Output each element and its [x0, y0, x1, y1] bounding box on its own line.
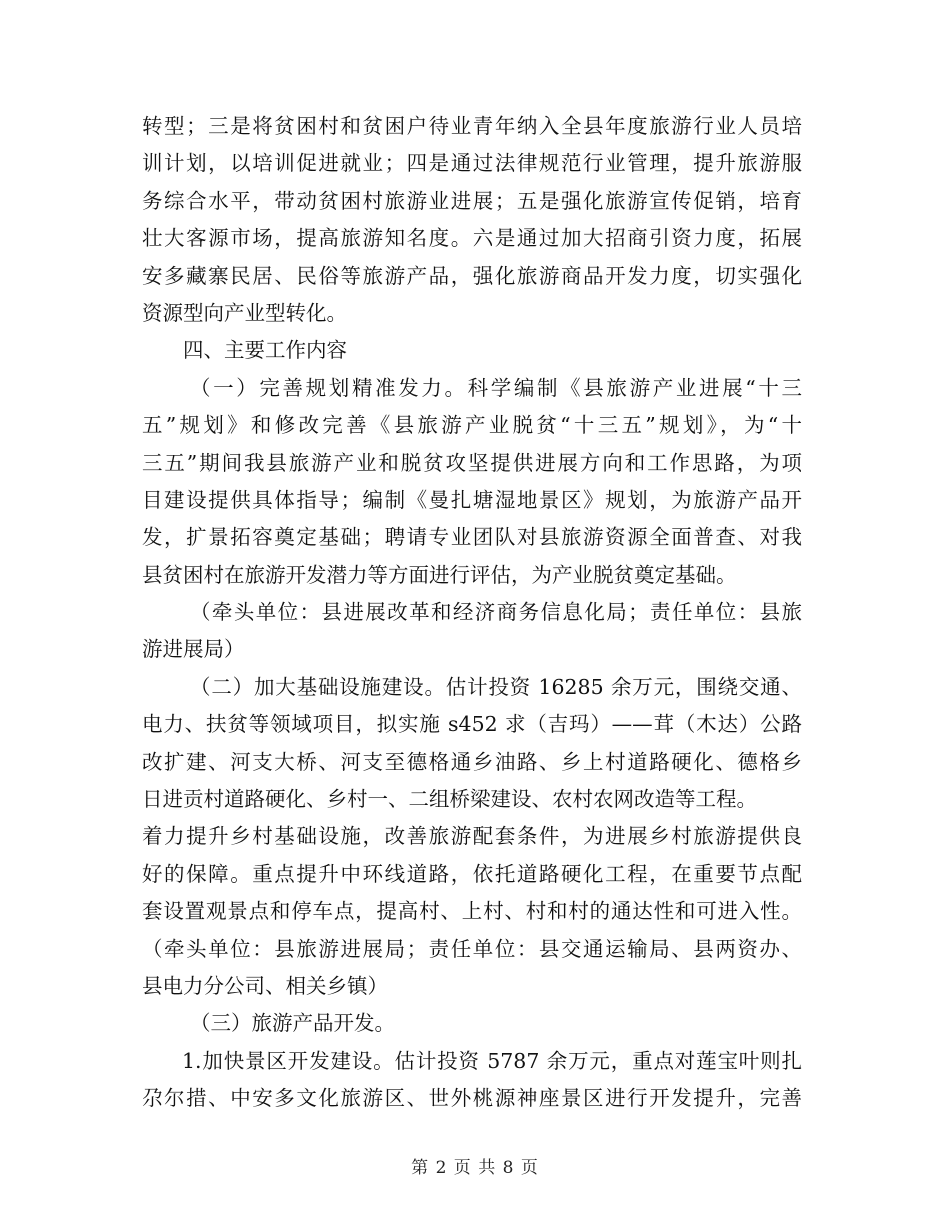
page-number-footer: 第 2 页 共 8 页 — [411, 1158, 539, 1178]
text-line: 务综合水平，带动贫困村旅游业进展；五是强化旅游宣传促销，培育 — [142, 188, 802, 213]
text-line: 县贫困村在旅游开发潜力等方面进行评估，为产业脱贫奠定基础。 — [142, 562, 737, 587]
subsection-heading: （一）完善规划精准发力。科学编制《县旅游产业进展“十三 — [190, 375, 802, 400]
text-line: 三五”期间我县旅游产业和脱贫攻坚提供进展方向和工作思路，为项 — [142, 450, 802, 475]
text-line: 好的保障。重点提升中环线道路，依托道路硬化工程，在重要节点配 — [142, 861, 802, 886]
text-line: 改扩建、河支大桥、河支至德格通乡油路、乡上村道路硬化、德格乡 — [142, 749, 802, 774]
text-line: 发，扩景拓容奠定基础；聘请专业团队对县旅游资源全面普查、对我 — [142, 525, 802, 550]
text-line: 日进贡村道路硬化、乡村一、二组桥梁建设、农村农网改造等工程。 — [142, 787, 757, 812]
text-line: 尕尔措、中安多文化旅游区、世外桃源神座景区进行开发提升，完善 — [142, 1086, 802, 1111]
text-line: 资源型向产业型转化。 — [142, 300, 347, 325]
numbered-item: 1.加快景区开发建设。估计投资 5787 余万元，重点对莲宝叶则扎 — [182, 1048, 802, 1073]
section-heading: 四、主要工作内容 — [183, 338, 347, 363]
subsection-heading: （二）加大基础设施建设。估计投资 16285 余万元，围绕交通、 — [190, 674, 802, 699]
subsection-heading: （三）旅游产品开发。 — [190, 1011, 395, 1036]
text-line: 县电力分公司、相关乡镇） — [142, 973, 388, 998]
document-body — [142, 108, 802, 1118]
text-line: 套设置观景点和停车点，提高村、上村、村和村的通达性和可进入性。 — [142, 899, 802, 924]
text-line: 安多藏寨民居、民俗等旅游产品，强化旅游商品开发力度，切实强化 — [142, 263, 802, 288]
text-line: 游进展局） — [142, 637, 245, 662]
responsible-units: （牵头单位：县进展改革和经济商务信息化局；责任单位：县旅 — [190, 600, 802, 625]
text-line: 五”规划》和修改完善《县旅游产业脱贫“十三五”规划》，为“十 — [142, 413, 802, 438]
text-line: 电力、扶贫等领域项目，拟实施 s452 求（吉玛）——茸（木达）公路 — [142, 712, 802, 737]
text-line: 转型；三是将贫困村和贫困户待业青年纳入全县年度旅游行业人员培 — [142, 114, 802, 138]
text-line: 目建设提供具体指导；编制《曼扎塘湿地景区》规划，为旅游产品开 — [142, 487, 802, 512]
text-line: 壮大客源市场，提高旅游知名度。六是通过加大招商引资力度，拓展 — [142, 226, 802, 251]
text-line: 训计划，以培训促进就业；四是通过法律规范行业管理，提升旅游服 — [142, 151, 802, 176]
responsible-units: （牵头单位：县旅游进展局；责任单位：县交通运输局、县两资办、 — [142, 936, 802, 961]
text-line: 着力提升乡村基础设施，改善旅游配套条件，为进展乡村旅游提供良 — [142, 824, 802, 849]
